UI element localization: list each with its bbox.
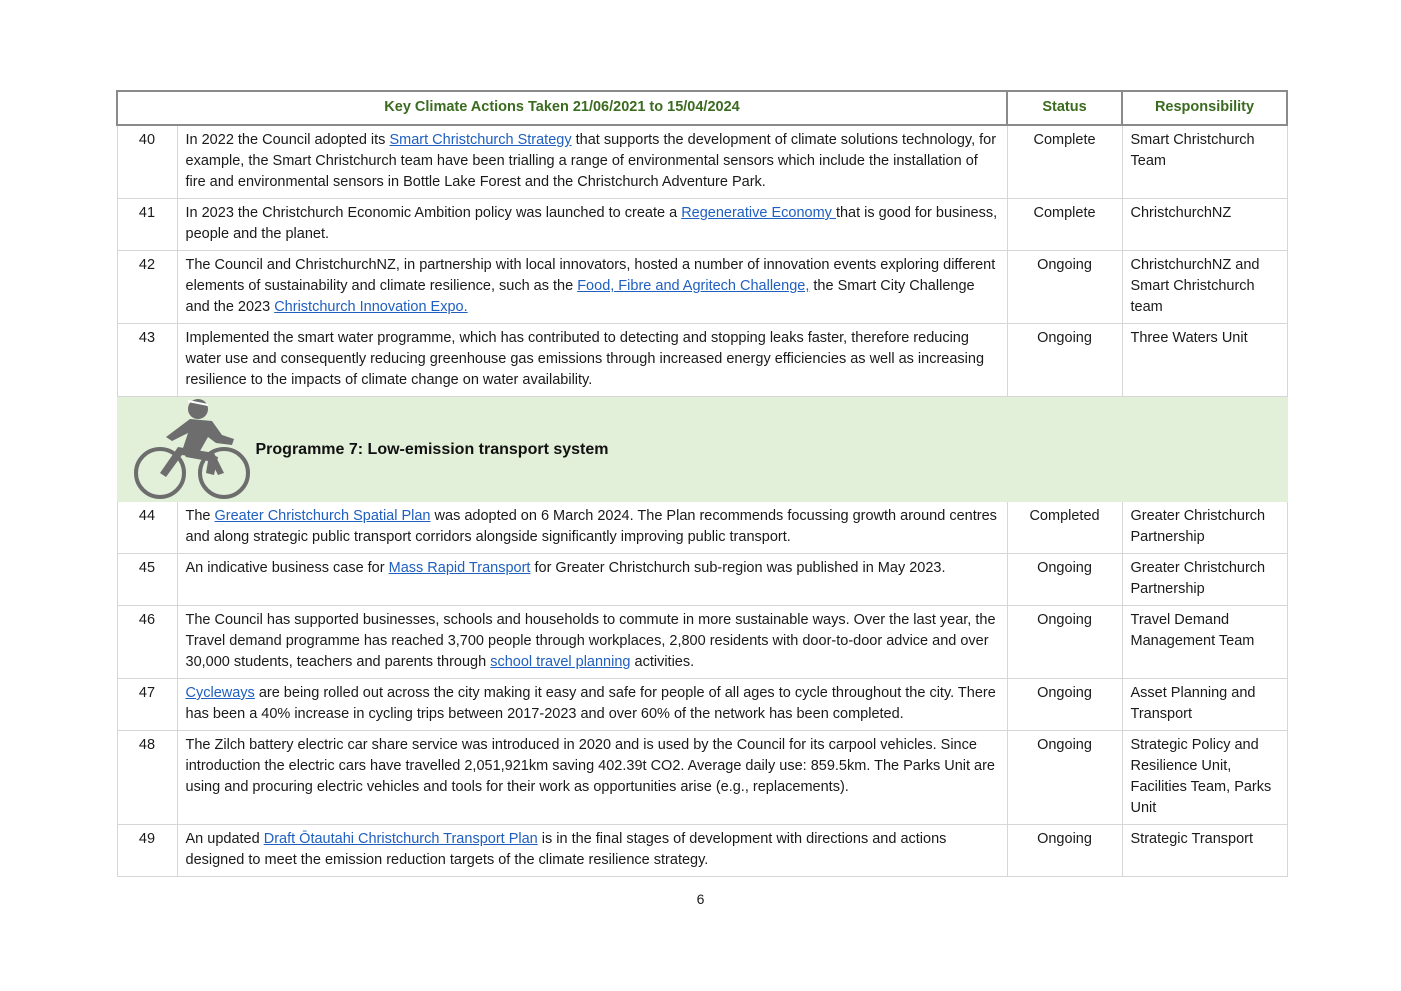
climate-actions-table — [116, 90, 1288, 877]
action-text: that supports the development of climate solutions technology, for example, the Smart Christchurch team have been trialling a range of environmental sensors which include the installation of fire and environmental sensors in Bottle Lake Forest and the Christchurch Adventure Park. — [185, 132, 997, 190]
action-text: An indicative business case for — [185, 560, 389, 576]
table-row — [117, 606, 1287, 679]
status-cell: Ongoing — [1007, 251, 1122, 324]
responsibility-cell: Travel Demand Management Team — [1122, 606, 1287, 679]
responsibility-cell: Greater Christchurch Partnership — [1122, 554, 1287, 606]
table-row — [117, 125, 1287, 199]
action-description — [177, 825, 1007, 877]
row-number: 49 — [117, 825, 177, 877]
row-number: 43 — [117, 324, 177, 397]
responsibility-cell: Smart Christchurch Team — [1122, 125, 1287, 199]
status-cell: Completed — [1007, 502, 1122, 554]
status-cell: Ongoing — [1007, 324, 1122, 397]
row-number: 41 — [117, 199, 177, 251]
cycleways-link[interactable]: Cycleways — [185, 685, 255, 701]
header-responsibility: Responsibility — [1122, 91, 1287, 125]
food-fibre-agritech-link[interactable]: Food, Fibre and Agritech Challenge, — [577, 278, 810, 294]
action-description — [177, 606, 1007, 679]
cyclist-icon — [130, 397, 252, 501]
table-row — [117, 825, 1287, 877]
row-number: 48 — [117, 731, 177, 825]
row-number: 46 — [117, 606, 177, 679]
programme-heading — [118, 397, 1287, 501]
action-description: Implemented the smart water programme, which has contributed to detecting and stopping leaks faster, therefore reducing water use and consequently reducing greenhouse gas emissions through increased energy efficiencies as well as increasing resilience to the impacts of climate change on water availability. — [177, 324, 1007, 397]
transport-plan-link[interactable]: Draft Ōtautahi Christchurch Transport Plan — [263, 831, 538, 847]
action-description — [177, 251, 1007, 324]
table-header-row — [117, 91, 1287, 125]
school-travel-planning-link[interactable]: school travel planning — [490, 654, 631, 670]
action-description — [177, 554, 1007, 606]
responsibility-cell: ChristchurchNZ — [1122, 199, 1287, 251]
action-text: was adopted on 6 March 2024. The Plan recommends focussing growth around centres and along strategic public transport corridors alongside significantly improving public transport. — [185, 508, 997, 545]
action-description — [177, 199, 1007, 251]
action-description — [177, 679, 1007, 731]
status-cell: Ongoing — [1007, 825, 1122, 877]
action-text: An updated — [185, 831, 264, 847]
table-row — [117, 251, 1287, 324]
header-title: Key Climate Actions Taken 21/06/2021 to 15/04/2024 — [117, 91, 1007, 125]
status-cell: Complete — [1007, 125, 1122, 199]
responsibility-cell: Strategic Policy and Resilience Unit, Facilities Team, Parks Unit — [1122, 731, 1287, 825]
status-cell: Ongoing — [1007, 731, 1122, 825]
responsibility-cell: Three Waters Unit — [1122, 324, 1287, 397]
responsibility-cell: Asset Planning and Transport — [1122, 679, 1287, 731]
status-cell: Complete — [1007, 199, 1122, 251]
innovation-expo-link[interactable]: Christchurch Innovation Expo. — [274, 299, 468, 315]
action-text: The Council and ChristchurchNZ, in partnership with local innovators, hosted a number of innovation events exploring different elements of sustainability and climate resilience, such as the — [185, 257, 996, 294]
table-row — [117, 679, 1287, 731]
status-cell: Ongoing — [1007, 606, 1122, 679]
programme-heading-row — [117, 397, 1287, 502]
action-text: the Smart City Challenge and the 2023 — [185, 278, 975, 315]
spatial-plan-link[interactable]: Greater Christchurch Spatial Plan — [214, 508, 431, 524]
header-status: Status — [1007, 91, 1122, 125]
row-number: 44 — [117, 502, 177, 554]
table-row — [117, 199, 1287, 251]
action-text: In 2022 the Council adopted its — [185, 132, 390, 148]
page-number: 6 — [696, 891, 705, 907]
smart-christchurch-strategy-link[interactable]: Smart Christchurch Strategy — [389, 132, 572, 148]
table-row — [117, 554, 1287, 606]
row-number: 40 — [117, 125, 177, 199]
action-text: The — [185, 508, 215, 524]
action-description — [177, 125, 1007, 199]
row-number: 42 — [117, 251, 177, 324]
action-text: The Council has supported businesses, schools and households to commute in more sustainable ways. Over the last year, the Travel demand programme has reached 3,700 people through workplaces, 2,800 residents with door-to-door advice and over 30,000 students, teachers and parents through — [185, 612, 996, 670]
status-cell: Ongoing — [1007, 679, 1122, 731]
row-number: 45 — [117, 554, 177, 606]
table-row — [117, 324, 1287, 397]
action-text: In 2023 the Christchurch Economic Ambition policy was launched to create a — [185, 205, 682, 221]
action-text: activities. — [630, 654, 695, 670]
row-number: 47 — [117, 679, 177, 731]
mass-rapid-transport-link[interactable]: Mass Rapid Transport — [388, 560, 531, 576]
action-description — [177, 502, 1007, 554]
action-text: are being rolled out across the city making it easy and safe for people of all ages to cycle throughout the city. There has been a 40% increase in cycling trips between 2017-2023 and over 60% of the network has been completed. — [185, 685, 996, 722]
action-text: that is good for business, people and the planet. — [185, 205, 998, 242]
regenerative-economy-link[interactable]: Regenerative Economy — [681, 205, 836, 221]
table-row — [117, 731, 1287, 825]
responsibility-cell: ChristchurchNZ and Smart Christchurch team — [1122, 251, 1287, 324]
status-cell: Ongoing — [1007, 554, 1122, 606]
programme-title: Programme 7: Low-emission transport system — [255, 440, 609, 458]
responsibility-cell: Greater Christchurch Partnership — [1122, 502, 1287, 554]
action-description: The Zilch battery electric car share service was introduced in 2020 and is used by the Council for its carpool vehicles. Since introduction the electric cars have travelled 2,051,921km saving 402.39t CO2. Average daily use: 859.5km. The Parks Unit are using and procuring electric vehicles and tools for their work as opportunities arise (e.g., replacements). — [177, 731, 1007, 825]
action-text: for Greater Christchurch sub-region was published in May 2023. — [530, 560, 946, 576]
action-text: is in the final stages of development with directions and actions designed to meet the emission reduction targets of the climate resilience strategy. — [185, 831, 947, 868]
responsibility-cell: Strategic Transport — [1122, 825, 1287, 877]
table-row — [117, 502, 1287, 554]
